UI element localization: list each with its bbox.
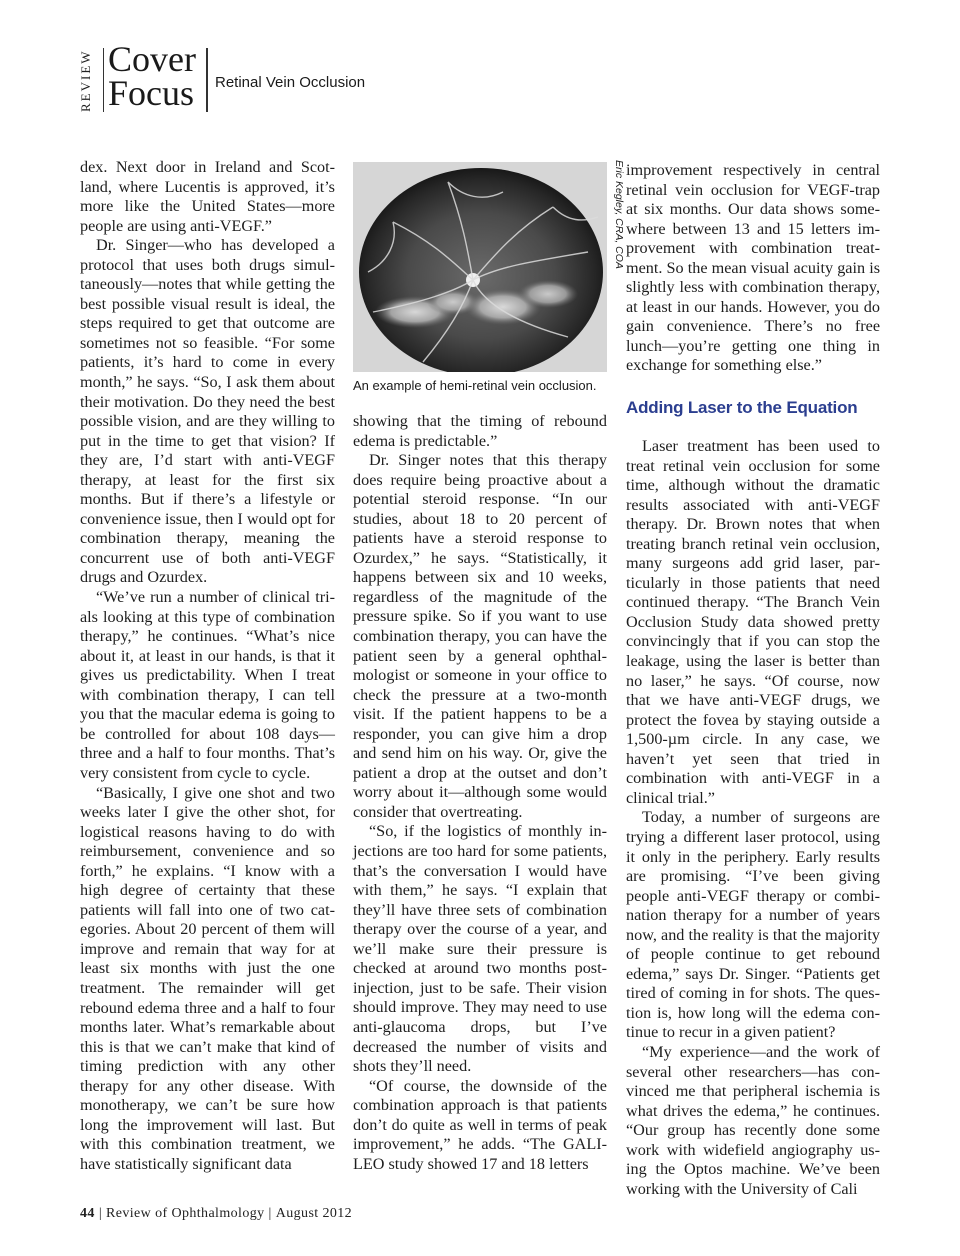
text-column-2 (353, 412, 607, 1174)
paragraph: “My experience—and the work of several other researchers—has convinced me that peripheral ischemia is what drives the edema,” he continues. “Our group has recently done some work with widefield angiography using the Optos machine. We’ve been working with the University of Cali (626, 1042, 880, 1198)
paragraph: “So, if the logistics of monthly injections are too hard for some patients, that’s the conversation I would have with them,” he says. “I explain that they’ll have three sets of combination therapy over the course of a year, and we’ll make sure their pressure is checked at around two months post-injection, just to be safe. Their vision should improve. They may need to use anti-glaucoma drops, but I’ve decreased the number of visits and shots they’ll need. (353, 822, 607, 1076)
photo-credit-text: Eric Kegley, CRA, COA (613, 160, 625, 269)
paragraph: dex. Next door in Ireland and Scotland, where Lucentis is approved, it’s more like the United States—more people are using anti-VEGF.” (80, 158, 335, 235)
magazine-name: Review of Ophthalmology (106, 1206, 265, 1221)
section-title (108, 39, 196, 113)
section-heading: Adding Laser to the Equation (626, 398, 858, 418)
text-column-1 (80, 158, 335, 1174)
paragraph: Dr. Singer—who has developed a protocol that uses both drugs simultaneously—notes that while getting the best possible visual result is ideal, the steps required to get that outcome are sometimes not so feasible. “For some patients, it’s hard to come in every month,” he says. “So, I ask them about their motivation. Do they need the best possible vision, and are they willing to put in the time to get that vision? If they are, I’d start with anti-VEGF therapy, at least for the first six months. But if there’s a lifestyle or convenience issue, then I would opt for combination therapy, meaning the concurrent use of both anti-VEGF drugs and Ozurdex. (80, 236, 335, 587)
angiogram-graphic (353, 162, 607, 372)
kicker-divider (103, 48, 104, 112)
section-topic: Retinal Vein Occlusion (215, 74, 366, 91)
title-divider (206, 48, 208, 112)
page-number: 44 (80, 1206, 95, 1221)
photo-credit (613, 160, 627, 360)
paragraph: Laser treatment has been used to treat retinal vein occlusion for some time, although without the dramatic results associated with anti-VEGF therapy. Dr. Brown notes that when treating branch retinal vein occlusion, many surgeons add grid laser, particularly in those patients that need continued therapy. “The Branch Vein Occlusion Study data showed pretty convincingly that if you can stop the leakage, using the laser is better than no laser,” he says. “Of course, now that we have anti-VEGF drugs, we protect the fovea by staying outside a 1,500-µm circle. In any case, we haven’t yet seen that tried in combination with anti-VEGF in a clinical trial.” (626, 437, 880, 807)
issue-date: August 2012 (275, 1206, 353, 1221)
paragraph: showing that the timing of rebound edema is predictable.” (353, 412, 607, 450)
footer-divider: | (268, 1206, 272, 1221)
paragraph: improvement respectively in central retinal vein occlusion for VEGF-trap at six months. Our data shows somewhere between 13 and 15 letters improvement with combination treatment. So the mean visual acuity gain is slightly less with combination therapy, at least in our hands. However, you do gain convenience. There’s no free lunch—you’re getting one thing in exchange for something else.” (626, 161, 880, 375)
page-footer (80, 1206, 352, 1222)
paragraph: Dr. Singer notes that this therapy does require being proactive about a potential steroid response. “In our studies, about 18 to 20 percent of patients have a steroid response to Ozurdex,” he says. “Statistically, it happens between six and 10 weeks, regardless of the magnitude of the pressure spike. So if you want to use combination therapy, you can have the patient seen by a general ophthalmologist or someone in your office to check the pressure at a two-month visit. If the patient happens to be a responder, you can give him a drop and send him on his way. Or, give the patient a drop at the outset and don’t worry about it—although some would consider that overtreating. (353, 451, 607, 821)
paragraph: “We’ve run a number of clinical trials looking at this type of combination therapy,” he continues. “What’s nice about it, at least in our hands, is that it gives us predictability. When I treat with combination therapy, I can tell you that the macular edema is going to be controlled for about 108 days—three and a half to four months. That’s very consistent from cycle to cycle. (80, 588, 335, 782)
paragraph: “Basically, I give one shot and two weeks later I give the other shot, for logistical reasons having to do with reimbursement, convenience and so forth,” he explains. “I know with a high degree of certainty that these patients will fall into one of two categories. About 20 percent of them will improve and remain that way for at least six months with just the one treatment. The remainder will get rebound edema three and a half to four months later. What’s remarkable about this is that we can’t make that kind of timing prediction with any other therapy for any other disease. With monotherapy, we can’t be sure how long the improvement will last. But with this combination treatment, we have statistically significant data (80, 783, 335, 1173)
figure-caption: An example of hemi-retinal vein occlusion. (353, 378, 597, 393)
paragraph: Today, a number of surgeons are trying a different laser protocol, using it only in the periphery. Early results are promising. “I’ve been giving people anti-VEGF therapy or combination therapy for a number of years now, and the reality is that the majority of people continue to get rebound edema,” says Dr. Singer. “Patients get tired of coming in for shots. The question is, how long will the edema continue to recur in a given patient? (626, 808, 880, 1042)
text-column-3 (626, 161, 880, 1199)
section-title-line1: Cover (108, 39, 196, 79)
footer-divider: | (98, 1206, 103, 1221)
section-kicker: REVIEW (78, 49, 93, 113)
fundus-angiogram-image (353, 162, 607, 372)
paragraph: “Of course, the downside of the combination approach is that patients don’t do quite as well in terms of peak improvement,” he adds. “The GALILEO study showed 17 and 18 letters (353, 1076, 607, 1173)
section-title-line2: Focus (108, 73, 195, 113)
